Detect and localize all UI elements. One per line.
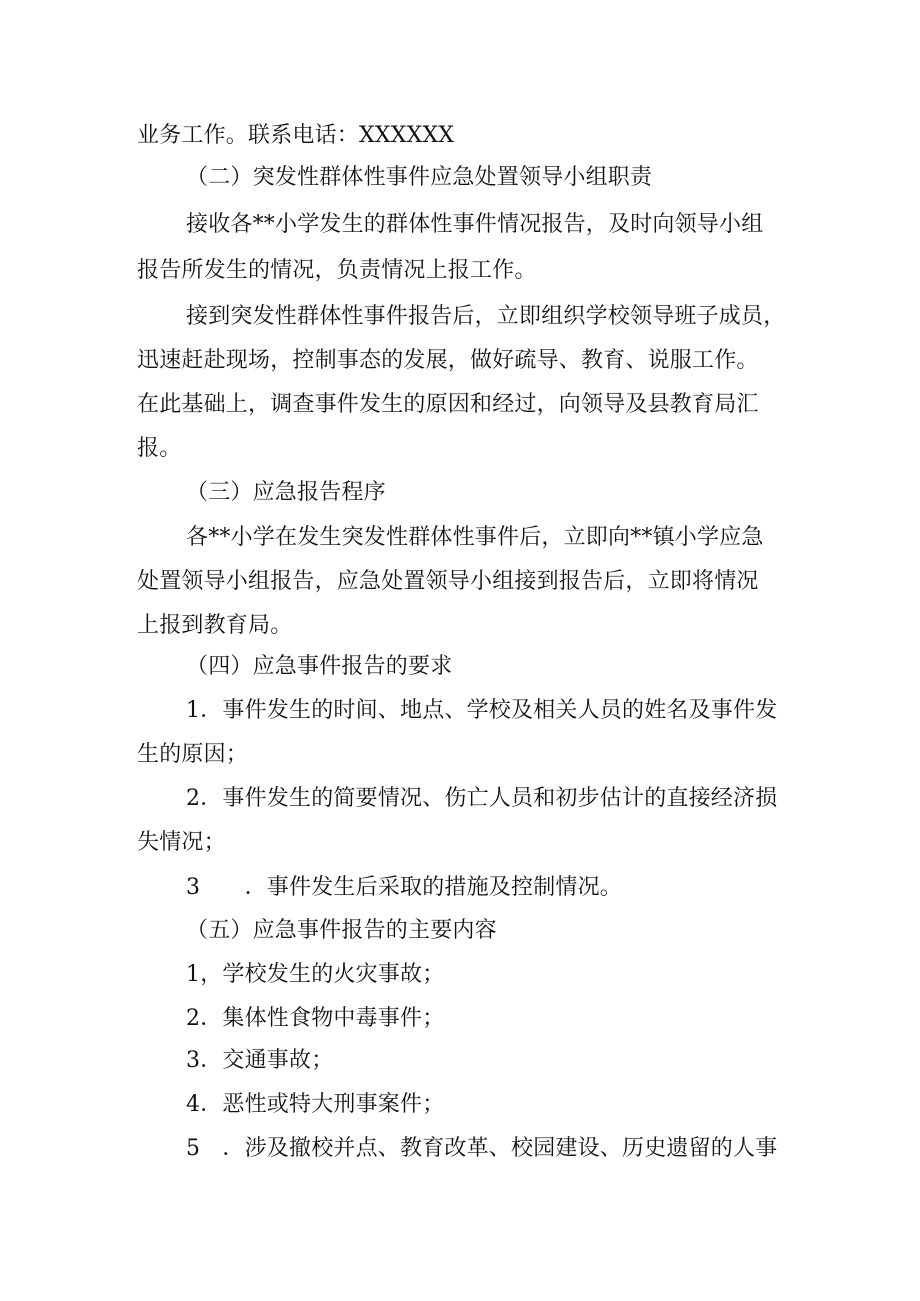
list-item: 3 ．事件发生后采取的措施及控制情况。 bbox=[186, 875, 622, 900]
text-line: 报告所发生的情况，负责情况上报工作。 bbox=[137, 258, 537, 283]
list-item: 1，学校发生的火灾事故； bbox=[186, 962, 445, 987]
text-line: 迅速赶赴现场，控制事态的发展，做好疏导、教育、说服工作。 bbox=[137, 348, 759, 373]
text-line: 生的原因； bbox=[137, 742, 249, 767]
section-heading: （二）突发性群体性事件应急处置领导小组职责 bbox=[186, 165, 653, 190]
text-line: 处置领导小组报告，应急处置领导小组接到报告后，立即将情况 bbox=[137, 569, 759, 594]
text-line: 业务工作。联系电话：XXXXXX bbox=[137, 123, 455, 148]
text-line: 上报到教育局。 bbox=[137, 613, 293, 638]
list-item: 1．事件发生的时间、地点、学校及相关人员的姓名及事件发 bbox=[186, 698, 778, 723]
text-line: 接到突发性群体性事件报告后，立即组织学校领导班子成员， bbox=[186, 304, 786, 329]
list-item: 4．恶性或特大刑事案件； bbox=[186, 1092, 445, 1117]
list-item: 2．集体性食物中毒事件； bbox=[186, 1006, 445, 1031]
text-line: 报。 bbox=[137, 436, 182, 461]
text-line: 接收各**小学发生的群体性事件情况报告，及时向领导小组 bbox=[186, 212, 764, 237]
section-heading: （四）应急事件报告的要求 bbox=[186, 654, 453, 679]
text-line: 在此基础上，调查事件发生的原因和经过，向领导及县教育局汇 bbox=[137, 392, 759, 417]
section-heading: （五）应急事件报告的主要内容 bbox=[186, 918, 497, 943]
section-heading: （三）应急报告程序 bbox=[186, 480, 386, 505]
text-line: 失情况； bbox=[137, 830, 226, 855]
text-line: 各**小学在发生突发性群体性事件后，立即向**镇小学应急 bbox=[186, 525, 764, 550]
list-item: 5 ．涉及撤校并点、教育改革、校园建设、历史遗留的人事 bbox=[186, 1136, 778, 1161]
list-item: 2．事件发生的简要情况、伤亡人员和初步估计的直接经济损 bbox=[186, 786, 778, 811]
list-item: 3．交通事故； bbox=[186, 1048, 334, 1073]
